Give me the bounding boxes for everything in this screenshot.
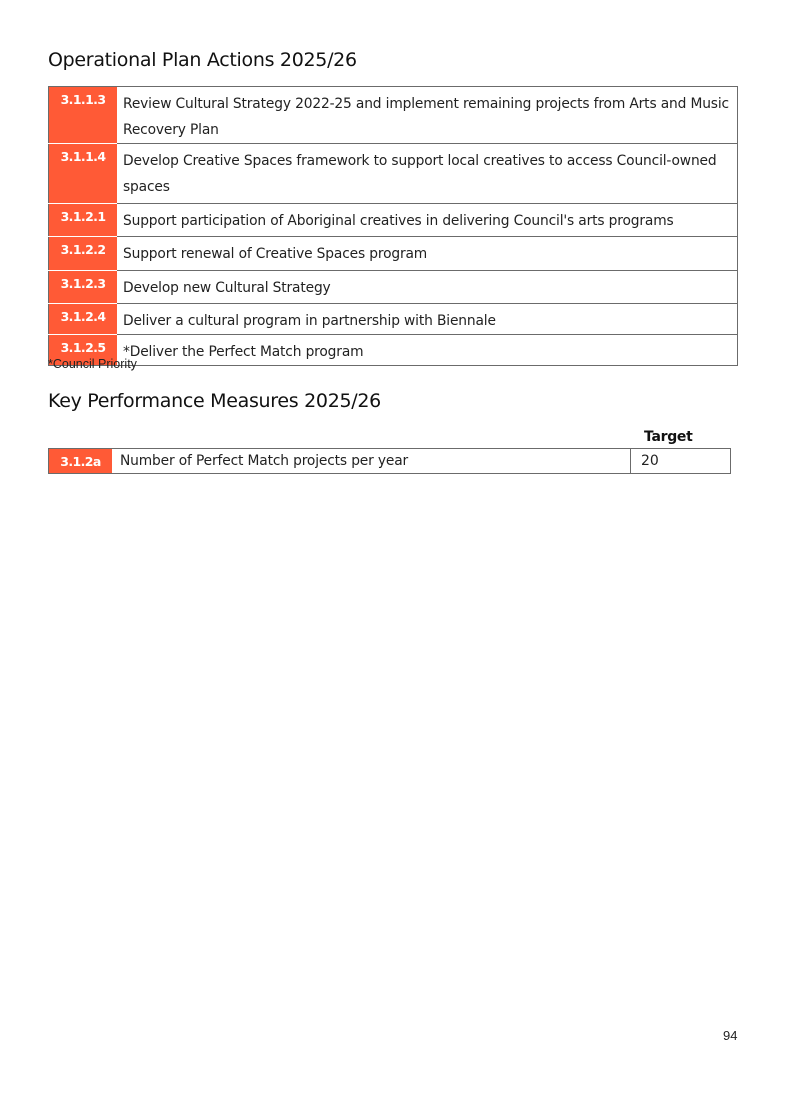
- action-code: 3.1.2.5: [49, 335, 118, 366]
- page-number: 94: [723, 1028, 738, 1043]
- action-code: 3.1.2.3: [49, 271, 118, 304]
- action-text: Review Cultural Strategy 2022-25 and implement remaining projects from Arts and Music Recovery Plan: [117, 87, 738, 144]
- table-row: [49, 237, 738, 271]
- action-text: Support renewal of Creative Spaces program: [117, 237, 738, 271]
- action-code: 3.1.2.2: [49, 237, 118, 271]
- action-code: 3.1.1.3: [49, 87, 118, 144]
- measure-text: Number of Perfect Match projects per year: [112, 449, 631, 474]
- key-performance-measures-table: [48, 448, 731, 474]
- operational-plan-table: [48, 86, 738, 366]
- action-text: Develop new Cultural Strategy: [117, 271, 738, 304]
- action-code: 3.1.2.4: [49, 304, 118, 335]
- action-code: 3.1.2.1: [49, 204, 118, 237]
- operational-plan-title: Operational Plan Actions 2025/26: [48, 49, 357, 71]
- action-text: Deliver a cultural program in partnership with Biennale: [117, 304, 738, 335]
- key-performance-measures-title: Key Performance Measures 2025/26: [48, 390, 381, 412]
- measure-target: 20: [631, 449, 731, 474]
- action-text: Support participation of Aboriginal creatives in delivering Council's arts programs: [117, 204, 738, 237]
- table-row: [49, 271, 738, 304]
- table-row: [49, 304, 738, 335]
- council-priority-note: *Council Priority: [48, 357, 137, 371]
- table-row: [49, 449, 731, 474]
- action-code: 3.1.1.4: [49, 144, 118, 204]
- table-row: [49, 87, 738, 144]
- action-text: Develop Creative Spaces framework to support local creatives to access Council-owned spaces: [117, 144, 738, 204]
- target-column-header: Target: [644, 429, 693, 445]
- table-row: [49, 335, 738, 366]
- measure-code: 3.1.2a: [49, 449, 113, 474]
- action-text: *Deliver the Perfect Match program: [117, 335, 738, 366]
- table-row: [49, 204, 738, 237]
- table-row: [49, 144, 738, 204]
